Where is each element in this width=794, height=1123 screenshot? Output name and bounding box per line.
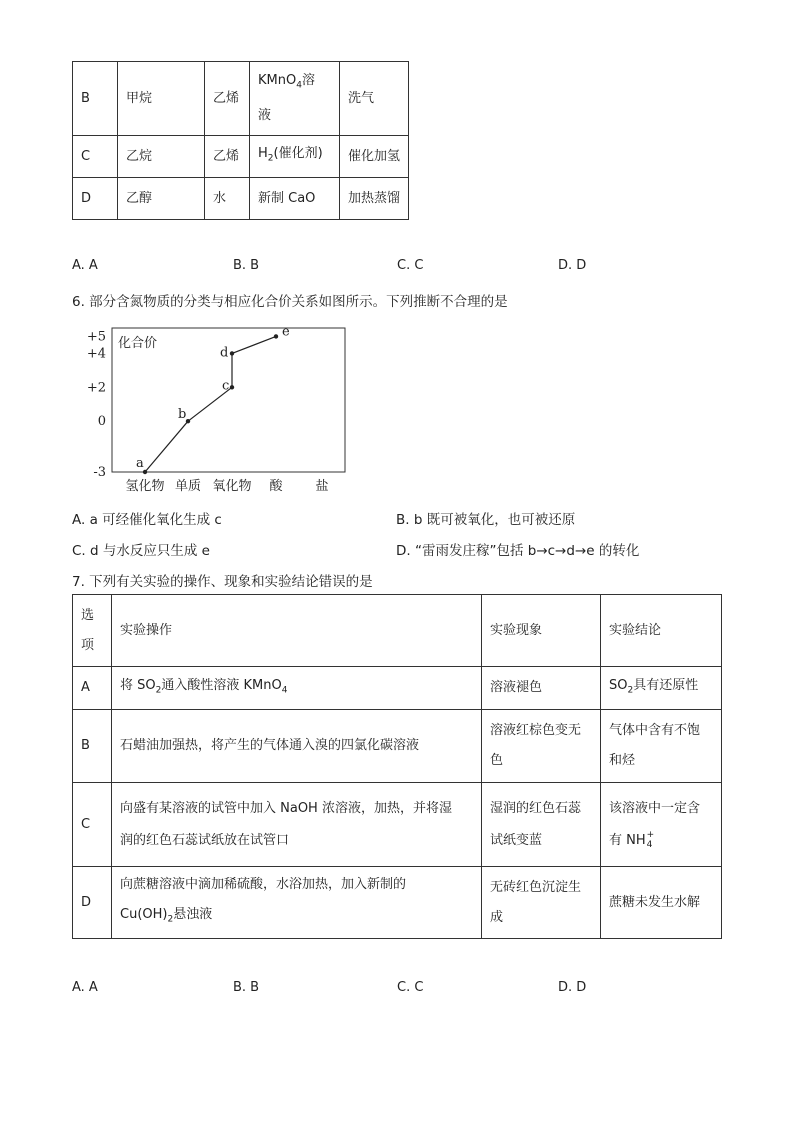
- option-c[interactable]: C. C: [397, 980, 424, 995]
- point-b: [186, 419, 190, 423]
- y-tick-label: +4: [86, 346, 106, 362]
- table-cell: 甲烷: [118, 62, 205, 136]
- point-c: [230, 385, 234, 389]
- cell-text: KMnO: [258, 73, 297, 89]
- cell-text: Cu(OH): [120, 907, 168, 923]
- x-tick-label: 盐: [315, 479, 329, 494]
- table-row: [73, 136, 409, 178]
- y-tick-label: +2: [86, 380, 106, 396]
- series-segment: [232, 336, 276, 353]
- point-label-e: e: [282, 324, 290, 340]
- y-tick-label: +5: [86, 329, 106, 345]
- cell-text: 和烃: [609, 753, 636, 768]
- point-label-a: a: [136, 456, 144, 471]
- option-b[interactable]: B. B: [233, 258, 260, 273]
- cell-text: 溶: [301, 73, 315, 89]
- cell-text: 气体中含有不饱: [609, 723, 701, 738]
- subscript: 4: [296, 80, 302, 91]
- y-tick-label: 0: [97, 414, 106, 430]
- cell-text: (催化剂): [273, 146, 323, 162]
- cell-text: 将 SO: [120, 677, 156, 693]
- header-cell: 实验现象: [482, 595, 601, 667]
- q6-option-b[interactable]: B. b 既可被氧化，也可被还原: [396, 512, 576, 528]
- q7-stem: 7. 下列有关实验的操作、现象和实验结论错误的是: [72, 574, 373, 590]
- table-cell: D: [73, 178, 118, 220]
- table-cell: D: [73, 867, 112, 939]
- table-cell: B: [73, 62, 118, 136]
- table-row: [73, 62, 409, 136]
- cell-text: 悬浊液: [173, 907, 213, 923]
- point-label-d: d: [220, 345, 229, 361]
- table-row: [73, 667, 722, 710]
- table-cell: [112, 867, 482, 939]
- q6-option-a[interactable]: A. a 可经催化氧化生成 c: [72, 512, 222, 528]
- table-cell: 加热蒸馏: [340, 178, 409, 220]
- cell-text: 色: [490, 753, 504, 768]
- header-cell: 实验结论: [601, 595, 722, 667]
- table-cell: [482, 710, 601, 783]
- table-cell: 溶液褪色: [482, 667, 601, 710]
- subscript: 2: [167, 914, 174, 925]
- cell-text: 无砖红色沉淀生: [490, 879, 582, 895]
- table-cell: 石蜡油加强热，将产生的气体通入溴的四氯化碳溶液: [112, 710, 482, 783]
- subscript: 4: [281, 685, 288, 696]
- series-points: [136, 324, 290, 474]
- cell-text: 通入酸性溶液 KMnO: [161, 677, 282, 693]
- table-cell: [250, 62, 340, 136]
- table-cell: [601, 667, 722, 710]
- y-tick-label: -3: [93, 465, 106, 480]
- table-cell: 催化加氢: [340, 136, 409, 178]
- y-axis-ticks: [87, 329, 106, 480]
- table-cell: 洗气: [340, 62, 409, 136]
- series-lines: [145, 336, 276, 472]
- cell-text: 具有还原性: [633, 677, 699, 693]
- table-cell: A: [73, 667, 112, 710]
- separation-table: [72, 61, 409, 220]
- table-cell: [250, 136, 340, 178]
- table-header-row: [73, 595, 722, 667]
- series-segment: [145, 421, 188, 472]
- table-cell: [112, 667, 482, 710]
- table-cell: B: [73, 710, 112, 783]
- option-a[interactable]: A. A: [72, 980, 98, 995]
- cell-text: 成: [490, 909, 504, 925]
- valence-chart: [70, 320, 360, 500]
- header-text: 选: [81, 607, 95, 623]
- table-cell: [482, 783, 601, 867]
- x-axis-ticks: [125, 478, 328, 494]
- table-cell: [601, 710, 722, 783]
- x-tick-label: 单质: [174, 479, 202, 494]
- x-tick-label: 酸: [269, 479, 283, 494]
- chart-title: 化合价: [118, 336, 158, 351]
- cell-text: 向盛有某溶液的试管中加入 NaOH 浓溶液，加热，并将湿: [120, 800, 452, 816]
- table-cell: C: [73, 136, 118, 178]
- subscript: 2: [627, 685, 634, 696]
- subscript: 2: [267, 153, 274, 164]
- table-cell: [112, 783, 482, 867]
- table-cell: 乙烯: [205, 62, 250, 136]
- cell-text: 湿润的红色石蕊: [490, 800, 582, 816]
- table-cell: [601, 783, 722, 867]
- table-cell: 乙烷: [118, 136, 205, 178]
- point-label-c: c: [222, 378, 230, 394]
- table-cell: [482, 867, 601, 939]
- cell-text: SO: [609, 677, 628, 693]
- header-cell: [73, 595, 112, 667]
- cell-text: 有 NH: [609, 832, 646, 848]
- header-cell: 实验操作: [112, 595, 482, 667]
- q6-stem: 6. 部分含氮物质的分类与相应化合价关系如图所示。下列推断不合理的是: [72, 294, 508, 310]
- table-cell: 水: [205, 178, 250, 220]
- option-c[interactable]: C. C: [397, 258, 424, 273]
- table-cell: 乙醇: [118, 178, 205, 220]
- cell-text: H: [258, 146, 268, 162]
- q6-option-c[interactable]: C. d 与水反应只生成 e: [72, 543, 210, 559]
- option-d[interactable]: D. D: [558, 980, 587, 995]
- option-b[interactable]: B. B: [233, 980, 260, 995]
- option-d[interactable]: D. D: [558, 258, 587, 273]
- subscript: 4: [646, 840, 653, 850]
- q6-option-d[interactable]: D. “雷雨发庄稼”包括 b→c→d→e 的转化: [396, 543, 640, 559]
- table-cell: 蔗糖未发生水解: [601, 867, 722, 939]
- cell-text: 该溶液中一定含: [609, 800, 701, 816]
- experiment-table: [72, 594, 722, 939]
- option-a[interactable]: A. A: [72, 258, 98, 273]
- point-e: [274, 334, 278, 338]
- table-row: [73, 710, 722, 783]
- superscript: +: [646, 830, 655, 840]
- table-cell: 乙烯: [205, 136, 250, 178]
- header-text: 项: [81, 637, 95, 653]
- table-row: [73, 783, 722, 867]
- cell-text: 溶液红棕色变无: [490, 723, 582, 738]
- table-row: [73, 178, 409, 220]
- cell-text: 试纸变蓝: [490, 832, 543, 848]
- point-label-b: b: [178, 407, 187, 423]
- cell-text: 液: [258, 107, 272, 123]
- x-tick-label: 氧化物: [212, 479, 252, 494]
- point-d: [230, 351, 234, 355]
- table-row: [73, 867, 722, 939]
- table-cell: C: [73, 783, 112, 867]
- subscript: 2: [155, 685, 162, 696]
- cell-text: 向蔗糖溶液中滴加稀硫酸，水浴加热，加入新制的: [120, 877, 407, 893]
- cell-text: 润的红色石蕊试纸放在试管口: [120, 832, 290, 848]
- x-tick-label: 氢化物: [125, 479, 165, 494]
- table-cell: 新制 CaO: [250, 178, 340, 220]
